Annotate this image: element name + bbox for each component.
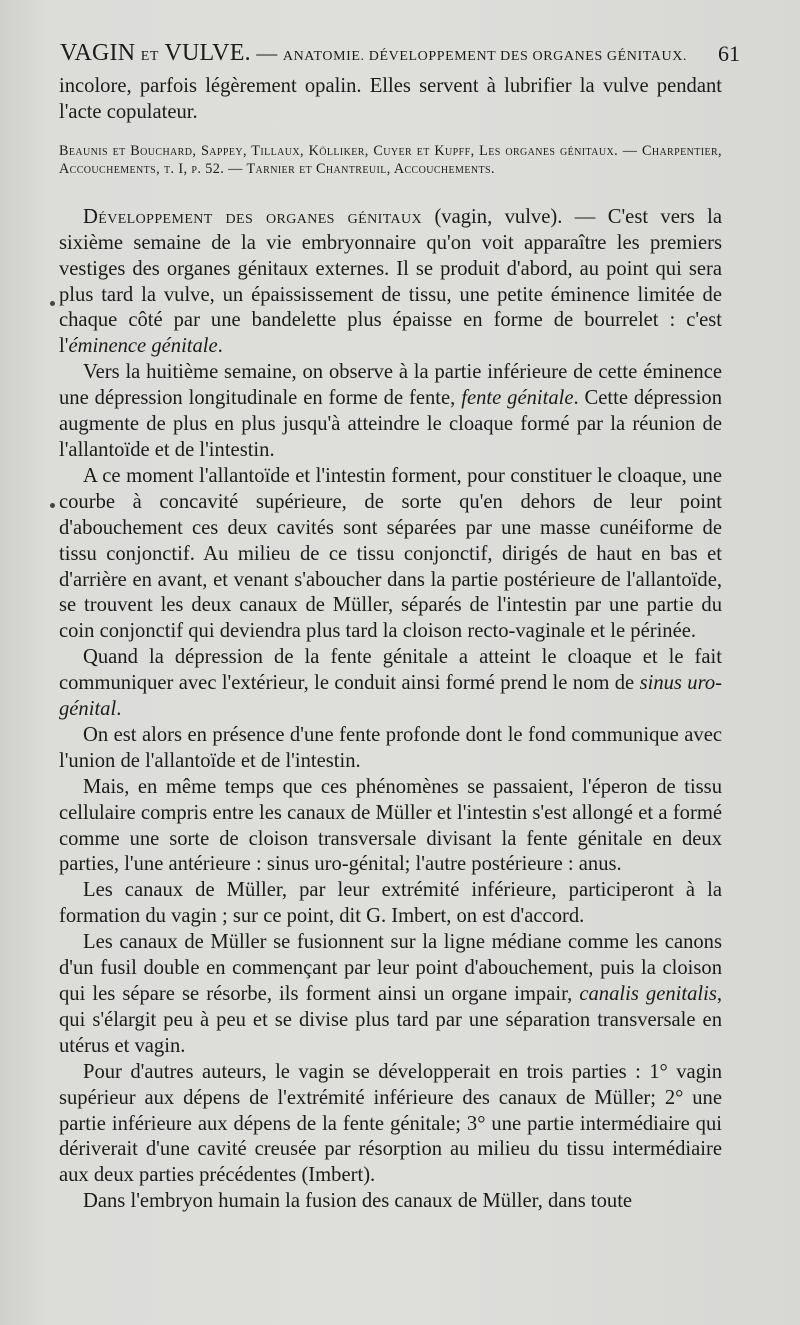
paragraph-embryon: Dans l'embryon humain la fusion des canaux de Müller, dans toute	[83, 1190, 633, 1213]
page-number: 61	[718, 41, 740, 66]
paragraph-section-start	[59, 205, 722, 360]
term-sinus-uro-genital: sinus uro-génital	[59, 672, 722, 721]
term-canalis-genitalis: canalis genitalis	[579, 983, 717, 1005]
title-vulve: VULVE.	[164, 40, 251, 66]
running-title	[60, 40, 687, 67]
p8-text-after: , qui s'élargit peu à peu et se divise plus tard par une séparation transversale en utérus et vagin.	[59, 983, 722, 1057]
margin-dot	[50, 301, 55, 306]
title-et: ET	[140, 49, 159, 64]
term-fente-genitale: fente génitale	[461, 387, 574, 410]
bibliography-references: Beaunis et Bouchard, Sappey, Tillaux, Kölliker, Cuyer et Kupff, Les organes génitaux. — Charpentier, Accouchements, t. I, p. 52. — Tarnier et Chantreuil, Accouchements.	[59, 142, 722, 177]
paragraph-trois-parties: Pour d'autres auteurs, le vagin se développerait en trois parties : 1° vagin supérieur aux dépens de l'extrémité inférieure des canaux de Müller; 2° une partie inférieure aux dépens de la fente génitale; 3° une partie intermédiaire qui dériverait d'une cavité creusée par résorption au milieu du tissu intermédiaire aux deux parties précédentes (Imbert).	[59, 1060, 722, 1187]
paragraph-cloaque: A ce moment l'allantoïde et l'intestin forment, pour constituer le cloaque, une courbe à concavité supérieure, de sorte qu'en dehors de leur point d'abouchement ces deux cavités sont séparées par une masse cunéiforme de tissu conjonctif. Au milieu de ce tissu conjonctif, dirigés de haut en bas et d'arrière en avant, et venant s'aboucher dans la partie postérieure de l'allantoïde, se trouvent les deux canaux de Müller, séparés de l'intestin par une partie du coin conjonctif qui deviendra plus tard la cloison recto-vaginale et le périnée.	[59, 464, 722, 643]
title-vagin: VAGIN	[60, 40, 136, 66]
section-heading-paren: (vagin, vulve).	[434, 205, 563, 228]
paragraph-sinus	[59, 645, 722, 723]
paragraph-intro: incolore, parfois légèrement opalin. Elles servent à lubrifier la vulve pendant l'acte copulateur.	[59, 75, 722, 123]
paragraph-eperon: Mais, en même temps que ces phénomènes se passaient, l'éperon de tissu cellulaire compris entre les canaux de Müller et l'intestin s'est allongé et a formé comme une sorte de cloison transversale divisant la fente génitale en deux parties, l'une antérieure : sinus uro-génital; l'autre postérieure : anus.	[59, 775, 722, 876]
term-eminence-genitale: éminence génitale	[68, 335, 218, 358]
section-lead-text: — C'est vers la sixième semaine de la vie embryonnaire qu'on voit apparaître les premiers vestiges des organes génitaux externes. Il se produit d'abord, au point qui sera plus tard la vulve, un épaississement de tissu, une petite éminence limitée de chaque côté par une bandelette plus épaisse en forme de bourrelet : c'est l'	[59, 205, 722, 358]
p2-text-after: . Cette dépression augmente de plus en plus jusqu'à atteindre le cloaque formé par la réunion de l'allantoïde et de l'intestin.	[59, 387, 723, 461]
paragraph-fente-genitale	[59, 360, 722, 464]
lead-end: .	[217, 335, 223, 358]
running-subtitle: ANATOMIE. DÉVELOPPEMENT DES ORGANES GÉNITAUX.	[282, 49, 688, 64]
section-heading: Développement des organes génitaux	[83, 205, 423, 228]
main-text	[59, 74, 722, 1215]
margin-dot	[50, 503, 55, 508]
title-dash: —	[256, 41, 278, 65]
p4-text-after: .	[116, 698, 122, 721]
paragraph-canaux-muller: Les canaux de Müller, par leur extrémité inférieure, participeront à la formation du vagin ; sur ce point, dit G. Imbert, on est d'accord.	[59, 879, 722, 928]
p8-text: Les canaux de Müller se fusionnent sur la ligne médiane comme les canons d'un fusil double en commençant par leur point d'abouchement, puis la cloison qui les sépare se résorbe, ils forment ainsi un organe impair,	[59, 931, 722, 1005]
paragraph-fente-profonde: On est alors en présence d'une fente profonde dont le fond communique avec l'union de l'allantoïde et de l'intestin.	[59, 723, 722, 772]
p4-text: Quand la dépression de la fente génitale a atteint le cloaque et le fait communiquer avec l'extérieur, le conduit ainsi formé prend le nom de	[59, 646, 722, 695]
p2-text: Vers la huitième semaine, on observe à la partie inférieure de cette éminence une dépression longitudinale en forme de fente,	[59, 361, 722, 410]
running-header	[60, 40, 740, 70]
paragraph-fusion	[59, 930, 722, 1060]
